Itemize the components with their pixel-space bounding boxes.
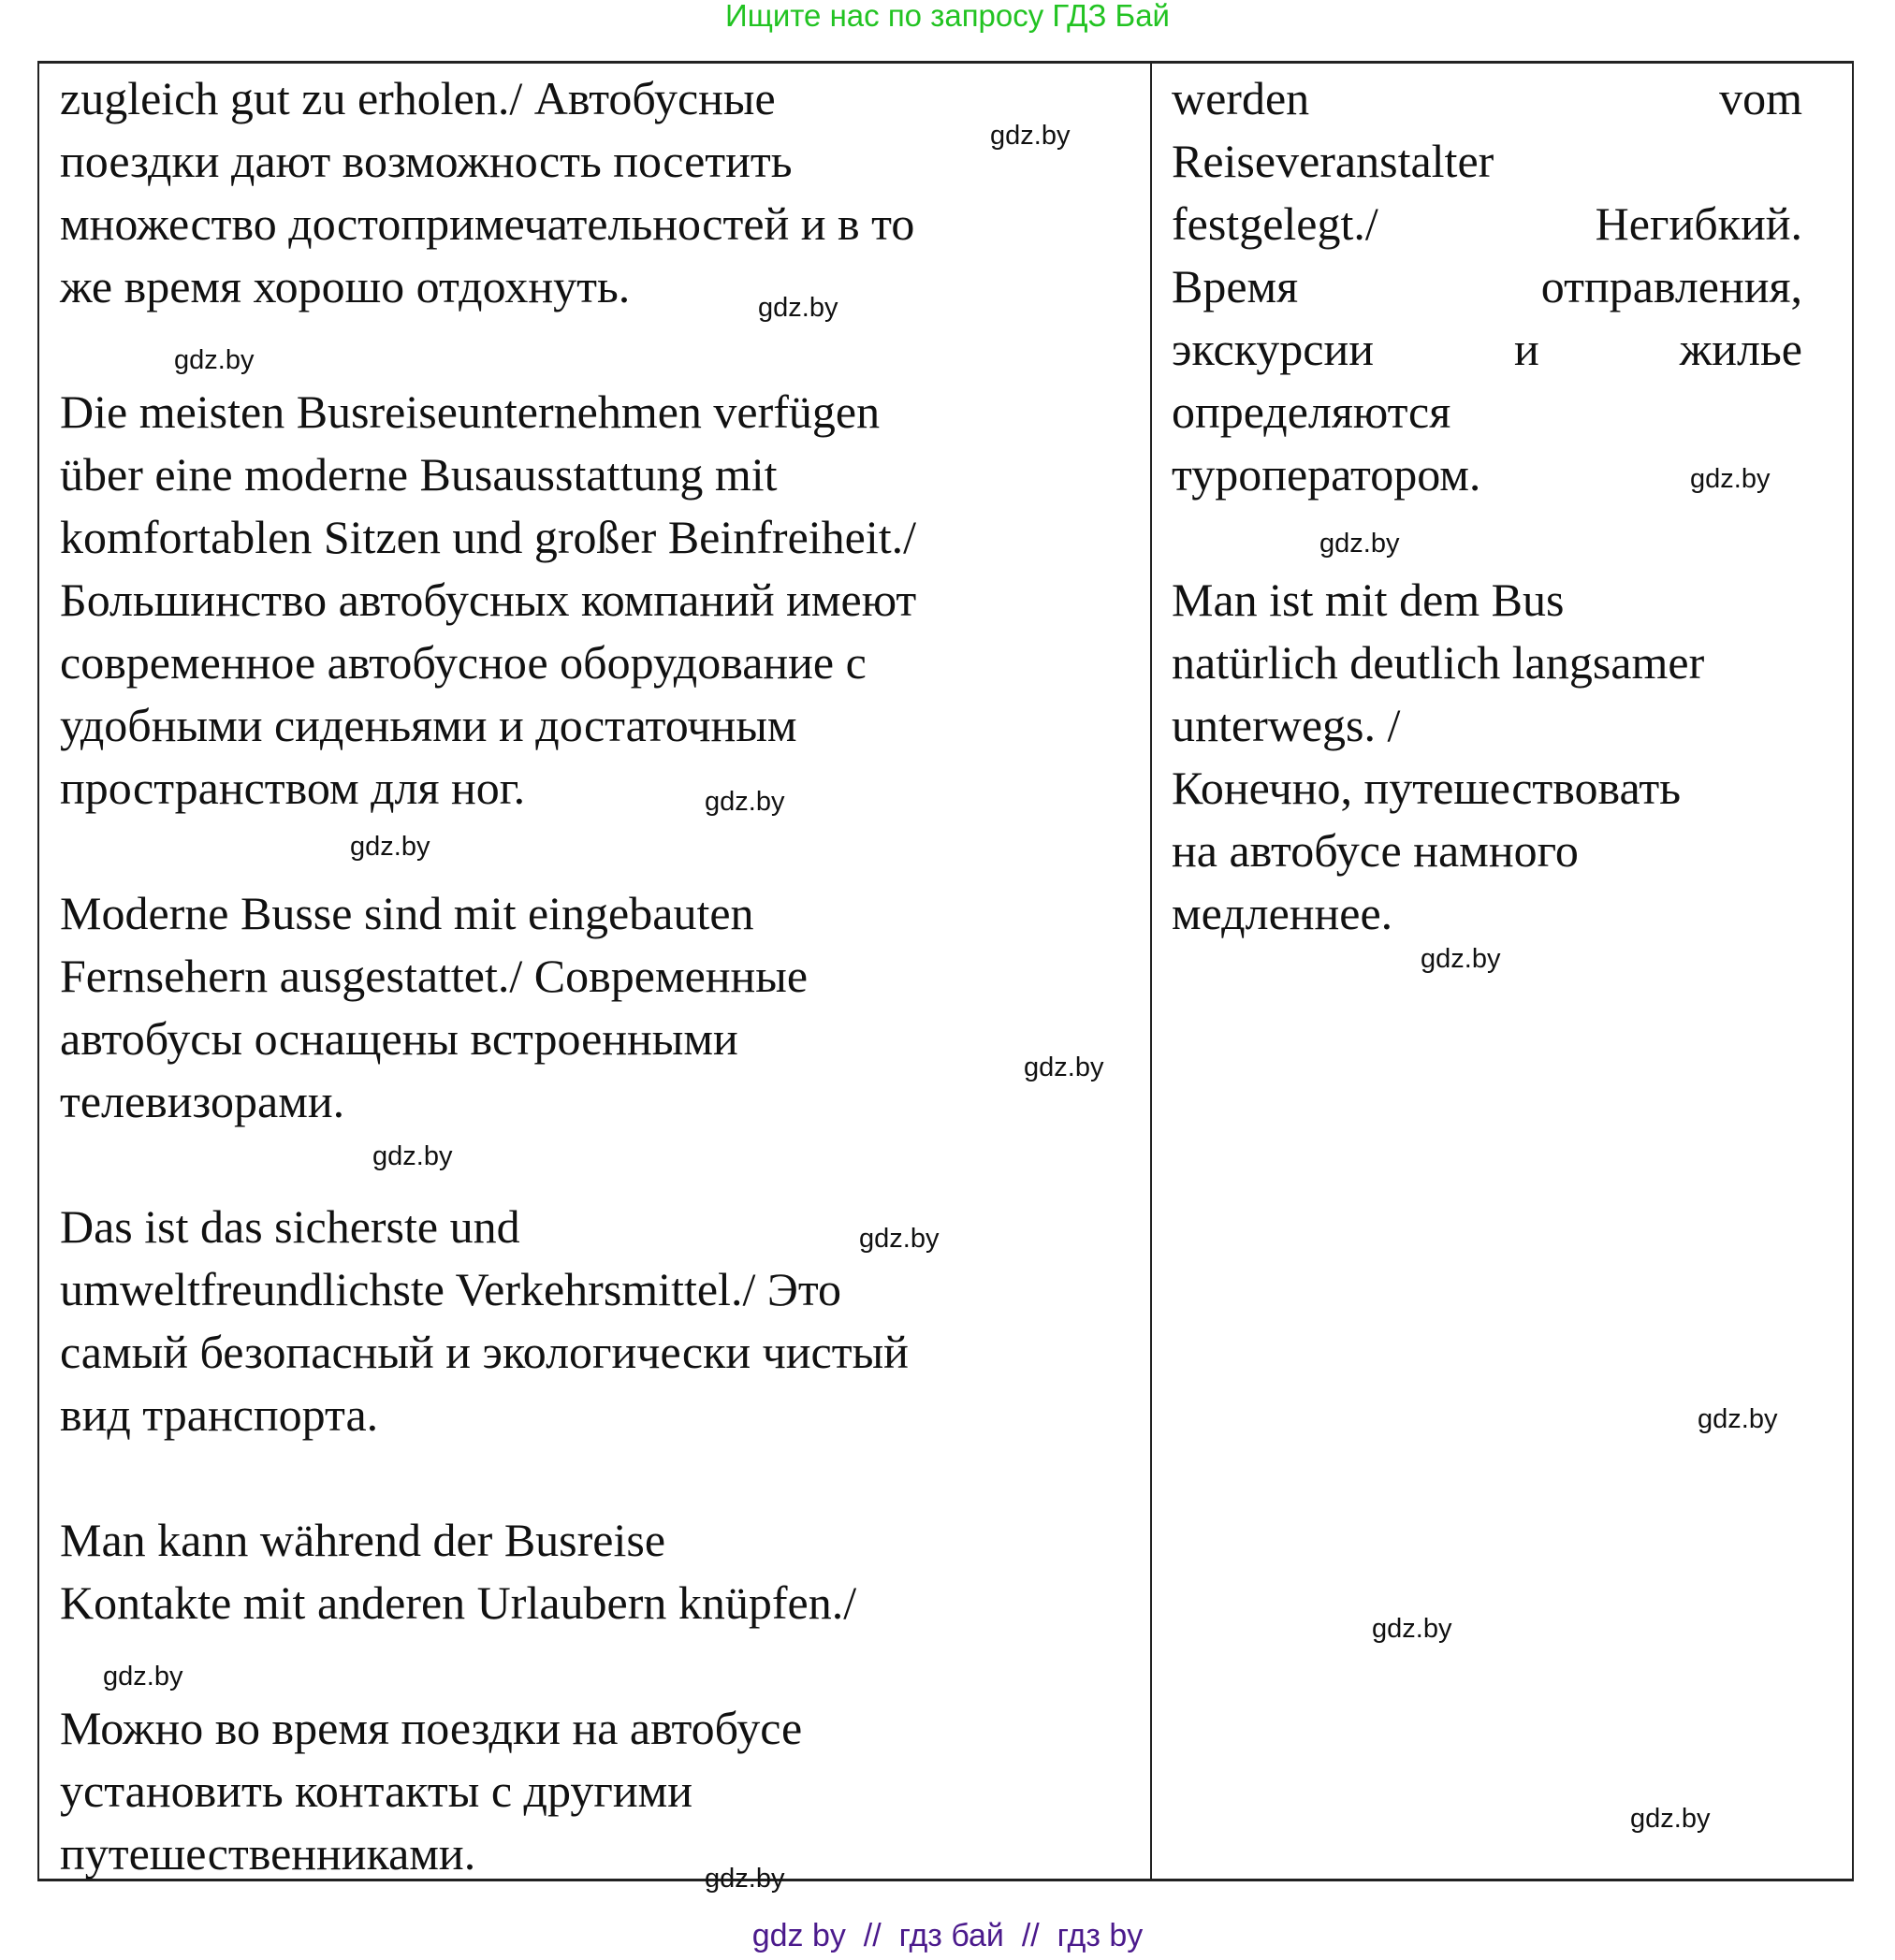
watermark-text: gdz.by: [1698, 1404, 1778, 1434]
text-line: поездки дают возможность посетить: [60, 135, 793, 187]
watermark-text: gdz.by: [705, 787, 785, 817]
left-column: [60, 67, 1136, 1885]
text-line: установить контакты с другими: [60, 1764, 693, 1817]
text-line: телевизорами.: [60, 1075, 345, 1127]
text-line: Man ist mit dem Bus: [1172, 573, 1565, 626]
text-line: на автобусе намного: [1172, 824, 1579, 877]
column-divider: [1150, 64, 1152, 1879]
text-line: festgelegt./ Негибкий.: [1172, 197, 1802, 250]
text-line: natürlich deutlich langsamer: [1172, 636, 1705, 689]
text-line: определяются: [1172, 385, 1451, 438]
text-line: Moderne Busse sind mit eingebauten: [60, 887, 754, 939]
text-line: экскурсии и жилье: [1172, 323, 1802, 375]
watermark-text: gdz.by: [758, 293, 838, 323]
text-line: Man kann während der Busreise: [60, 1514, 666, 1566]
watermark-text: gdz.by: [1372, 1614, 1452, 1644]
text-line: [60, 1133, 1136, 1196]
watermark-text: gdz.by: [103, 1662, 183, 1691]
text-line: komfortablen Sitzen und großer Beinfreiheit./: [60, 511, 917, 563]
text-line: Конечно, путешествовать: [1172, 762, 1682, 814]
text-line: множество достопримечательностей и в то: [60, 197, 915, 250]
watermark-text: gdz.by: [1630, 1804, 1711, 1834]
text-line: Fernsehern ausgestattet./ Современные: [60, 950, 809, 1002]
text-line: пространством для ног.: [60, 762, 526, 814]
text-line: [60, 1446, 1136, 1509]
text-line: удобными сиденьями и достаточным: [60, 699, 797, 751]
text-line: современное автобусное оборудование с: [60, 636, 867, 689]
right-column: [1172, 67, 1802, 945]
watermark-text: gdz.by: [350, 832, 430, 862]
text-table: [37, 61, 1854, 1881]
text-line: самый безопасный и экологически чистый: [60, 1326, 909, 1378]
watermark-text: gdz.by: [1421, 944, 1501, 974]
text-line: туроператором.: [1172, 448, 1481, 501]
text-line: Das ist das sicherste und: [60, 1200, 520, 1253]
text-line: [60, 1634, 1136, 1697]
watermark-text: gdz.by: [1319, 529, 1400, 559]
text-line: Время отправления,: [1172, 260, 1802, 312]
text-line: [60, 820, 1136, 882]
text-line: Die meisten Busreiseunternehmen verfügen: [60, 385, 881, 438]
text-line: werden vom: [1172, 72, 1802, 124]
watermark-text: gdz.by: [859, 1224, 940, 1254]
watermark-text: gdz.by: [174, 345, 255, 375]
text-line: [1172, 506, 1802, 569]
text-line: Можно во время поездки на автобусе: [60, 1702, 803, 1754]
text-line: же время хорошо отдохнуть.: [60, 260, 631, 312]
text-line: путешественниками.: [60, 1827, 476, 1880]
watermark-text: gdz.by: [990, 121, 1071, 151]
watermark-text: gdz.by: [705, 1864, 785, 1894]
search-hint-banner: Ищите нас по запросу ГДЗ Бай: [725, 0, 1170, 33]
text-line: автобусы оснащены встроенными: [60, 1012, 738, 1065]
watermark-text: gdz.by: [1690, 464, 1771, 494]
text-line: Reiseveranstalter: [1172, 135, 1494, 187]
text-line: медленнее.: [1172, 887, 1393, 939]
text-line: über eine moderne Busausstattung mit: [60, 448, 778, 501]
watermark-text: gdz.by: [1024, 1053, 1104, 1082]
text-line: unterwegs. /: [1172, 699, 1401, 751]
text-line: umweltfreundlichste Verkehrsmittel./ Это: [60, 1263, 842, 1315]
text-line: вид транспорта.: [60, 1388, 379, 1441]
text-line: Kontakte mit anderen Urlaubern knüpfen./: [60, 1576, 857, 1629]
footer-banner: gdz by // гдз бай // гдз by: [751, 1918, 1144, 1953]
watermark-text: gdz.by: [372, 1141, 453, 1171]
text-line: zugleich gut zu erholen./ Автобусные: [60, 72, 776, 124]
text-line: Большинство автобусных компаний имеют: [60, 573, 917, 626]
